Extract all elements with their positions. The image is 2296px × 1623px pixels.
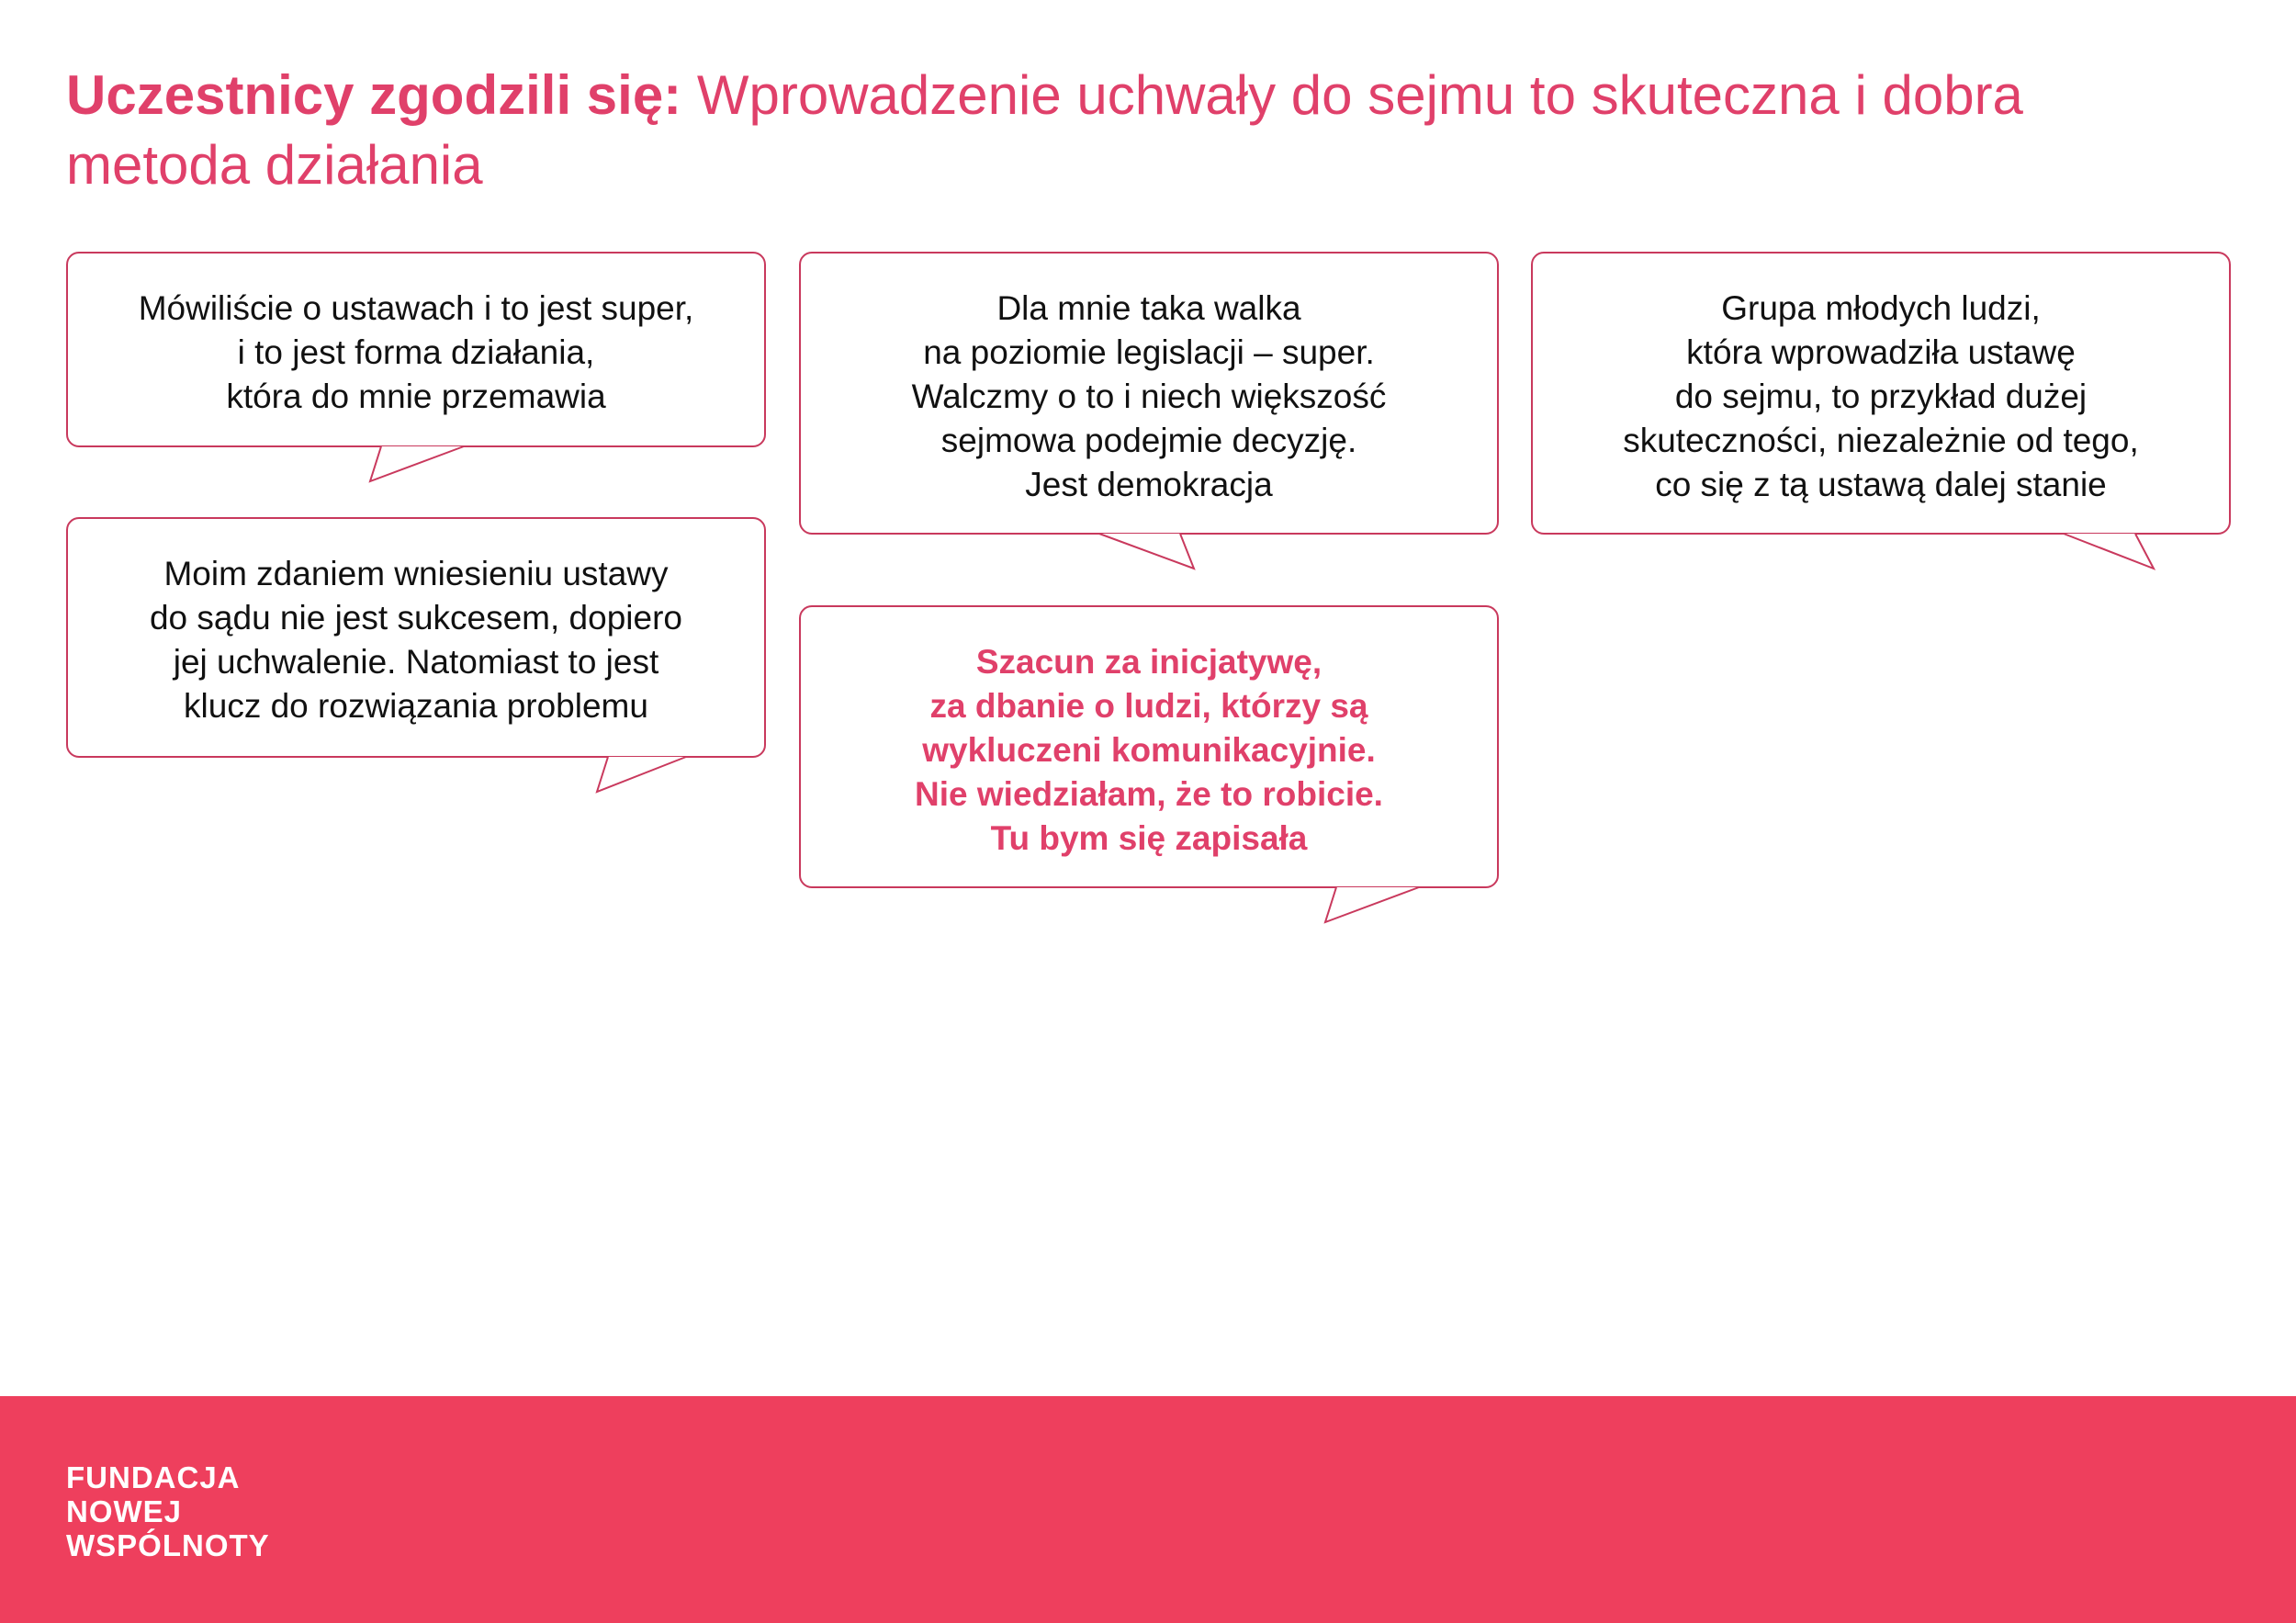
title-statement: Wprowadzenie uchwały do sejmu to skuteczna i dobra metoda działania: [66, 64, 2023, 196]
page-title: [66, 61, 2178, 200]
bubble-tail-1: [363, 445, 473, 486]
title-lead: Uczestnicy zgodzili się:: [66, 64, 682, 126]
quote-text-4: Moim zdaniem wniesieniu ustawy do sądu nie jest sukcesem, dopiero jej uchwalenie. Natomiast to jest klucz do rozwiązania problemu: [149, 555, 682, 725]
bubble-tail-3: [2062, 532, 2172, 573]
quote-text-5: Szacun za inicjatywę, za dbanie o ludzi, którzy są wykluczeni komunikacyjnie. Nie wiedziałam, że to robicie. Tu bym się zapisała: [915, 643, 1383, 857]
quote-text-3: Grupa młodych ludzi, która wprowadziła ustawę do sejmu, to przykład dużej skuteczności, niezależnie od tego, co się z tą ustawą dalej stanie: [1623, 289, 2139, 503]
quote-bubble-4: [66, 517, 766, 758]
bubble-tail-4: [590, 755, 700, 796]
quote-bubble-2: [799, 252, 1499, 535]
quote-text-2: Dla mnie taka walka na poziomie legislacji – super. Walczmy o to i niech większość sejmowa podejmie decyzję. Jest demokracja: [911, 289, 1387, 503]
bubble-tail-2: [1097, 532, 1208, 573]
quote-bubble-1: [66, 252, 766, 447]
quote-bubble-5: [799, 605, 1499, 888]
footer-band: [0, 1396, 2296, 1623]
quote-text-1: Mówiliście o ustawach i to jest super, i to jest forma działania, która do mnie przemawia: [138, 289, 694, 415]
bubble-tail-5: [1318, 885, 1428, 927]
quote-bubble-3: [1531, 252, 2231, 535]
foundation-logo: FUNDACJA NOWEJ WSPÓLNOTY: [66, 1460, 270, 1562]
